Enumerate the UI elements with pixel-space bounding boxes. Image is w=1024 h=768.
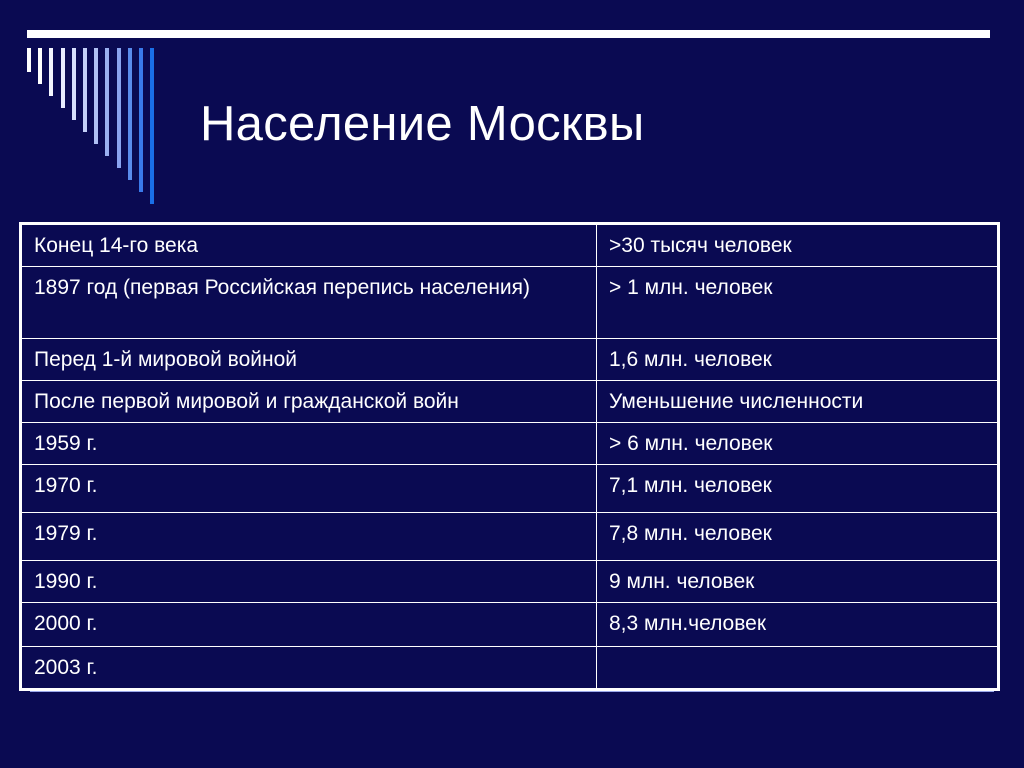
population-cell: 1,6 млн. человек	[597, 339, 999, 381]
table-row	[21, 381, 999, 423]
table-row	[21, 339, 999, 381]
table-row	[21, 224, 999, 267]
stripe	[117, 48, 121, 168]
period-cell: После первой мировой и гражданской войн	[21, 381, 597, 423]
table-row	[21, 561, 999, 603]
stripe	[27, 48, 31, 72]
stripe	[94, 48, 98, 144]
slide-title: Население Москвы	[200, 97, 645, 151]
stripe	[49, 48, 53, 96]
stripe	[83, 48, 87, 132]
period-cell: Перед 1-й мировой войной	[21, 339, 597, 381]
population-table	[19, 222, 1000, 691]
population-cell: 7,8 млн. человек	[597, 513, 999, 561]
period-cell: Конец 14-го века	[21, 224, 597, 267]
population-cell	[597, 647, 999, 690]
period-cell: 1959 г.	[21, 423, 597, 465]
table-row	[21, 465, 999, 513]
stripe	[61, 48, 65, 108]
table-row	[21, 267, 999, 339]
population-cell: >30 тысяч человек	[597, 224, 999, 267]
period-cell: 1897 год (первая Российская перепись населения)	[21, 267, 597, 339]
period-cell: 1990 г.	[21, 561, 597, 603]
stripe	[128, 48, 132, 180]
stripe	[38, 48, 42, 84]
bottom-rule	[30, 691, 994, 692]
period-cell: 2003 г.	[21, 647, 597, 690]
stripe	[72, 48, 76, 120]
table-row	[21, 423, 999, 465]
table-row	[21, 513, 999, 561]
period-cell: 1979 г.	[21, 513, 597, 561]
population-cell: 7,1 млн. человек	[597, 465, 999, 513]
population-cell: Уменьшение численности	[597, 381, 999, 423]
stripe	[139, 48, 143, 192]
period-cell: 1970 г.	[21, 465, 597, 513]
population-cell: > 6 млн. человек	[597, 423, 999, 465]
population-cell: 8,3 млн.человек	[597, 603, 999, 647]
decorative-stripes	[27, 48, 177, 208]
table-row	[21, 603, 999, 647]
stripe	[105, 48, 109, 156]
population-cell: 9 млн. человек	[597, 561, 999, 603]
stripe	[150, 48, 154, 204]
period-cell: 2000 г.	[21, 603, 597, 647]
table-row	[21, 647, 999, 690]
top-rule	[27, 30, 990, 38]
population-cell: > 1 млн. человек	[597, 267, 999, 339]
